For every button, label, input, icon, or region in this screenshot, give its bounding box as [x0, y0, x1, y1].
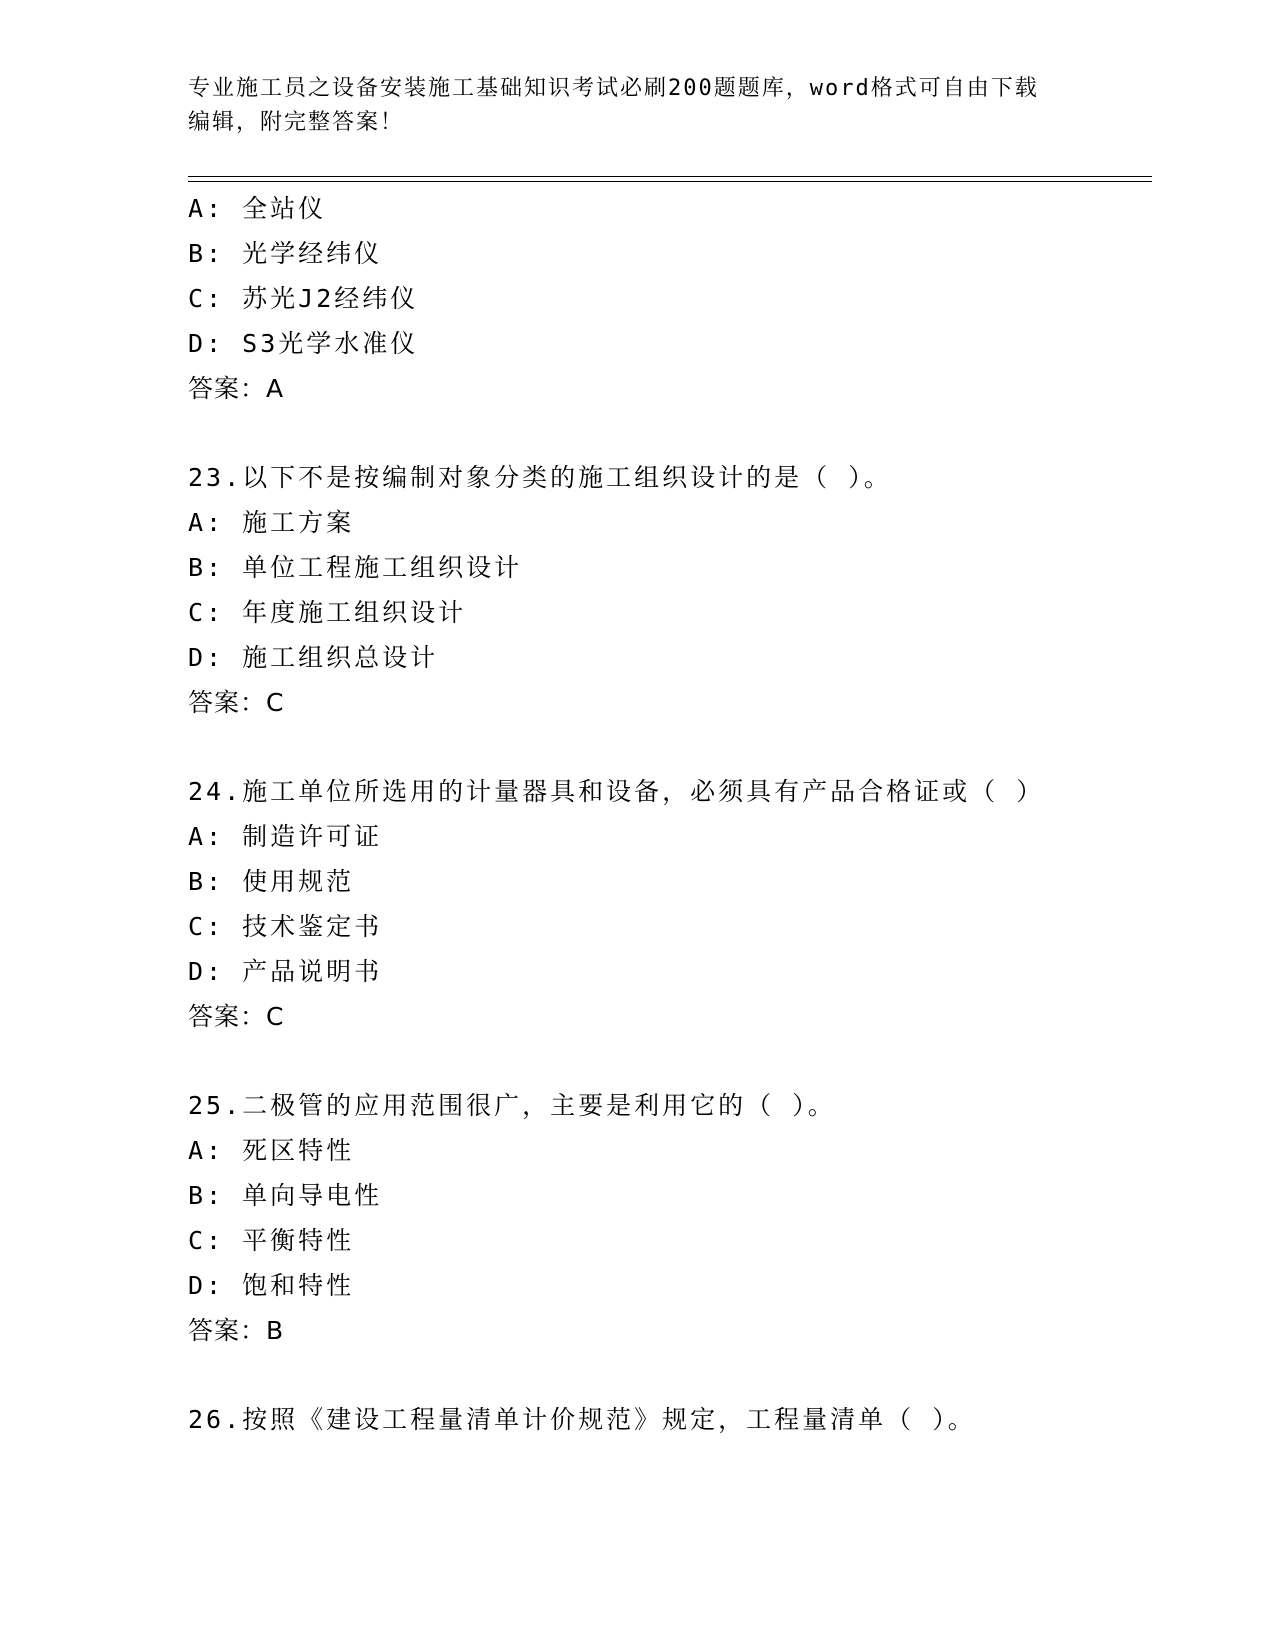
option-c: C: 苏光J2经纬仪	[188, 284, 419, 313]
option-d: D: 施工组织总设计	[188, 643, 439, 672]
option-b: B: 光学经纬仪	[188, 239, 383, 268]
header-divider-top	[188, 176, 1152, 177]
option-d: D: 产品说明书	[188, 957, 383, 986]
option-a: A: 施工方案	[188, 508, 355, 537]
option-c: C: 技术鉴定书	[188, 912, 383, 941]
document-header	[188, 72, 1088, 140]
option-d: D: S3光学水准仪	[188, 329, 419, 358]
option-c: C: 平衡特性	[188, 1226, 355, 1255]
header-divider-bottom	[188, 181, 1152, 182]
answer: 答案：C	[188, 1002, 285, 1031]
answer: 答案：B	[188, 1316, 285, 1345]
option-a: A: 死区特性	[188, 1136, 355, 1165]
option-b: B: 使用规范	[188, 867, 355, 896]
question-23: 23.以下不是按编制对象分类的施工组织设计的是（ ）。	[188, 463, 892, 492]
header-title-line-1: 专业施工员之设备安装施工基础知识考试必刷200题题库，word格式可自由下载	[188, 76, 1039, 101]
option-d: D: 饱和特性	[188, 1271, 355, 1300]
option-c: C: 年度施工组织设计	[188, 598, 467, 627]
question-26: 26.按照《建设工程量清单计价规范》规定，工程量清单（ ）。	[188, 1405, 976, 1434]
header-title-line-2: 编辑，附完整答案！	[188, 110, 405, 135]
question-25: 25.二极管的应用范围很广，主要是利用它的（ ）。	[188, 1091, 836, 1120]
question-24: 24.施工单位所选用的计量器具和设备，必须具有产品合格证或（ ）	[188, 777, 1045, 806]
option-a: A: 制造许可证	[188, 822, 383, 851]
option-b: B: 单向导电性	[188, 1181, 383, 1210]
answer: 答案：C	[188, 688, 285, 717]
option-a: A: 全站仪	[188, 194, 327, 223]
option-b: B: 单位工程施工组织设计	[188, 553, 523, 582]
answer: 答案：A	[188, 374, 285, 403]
